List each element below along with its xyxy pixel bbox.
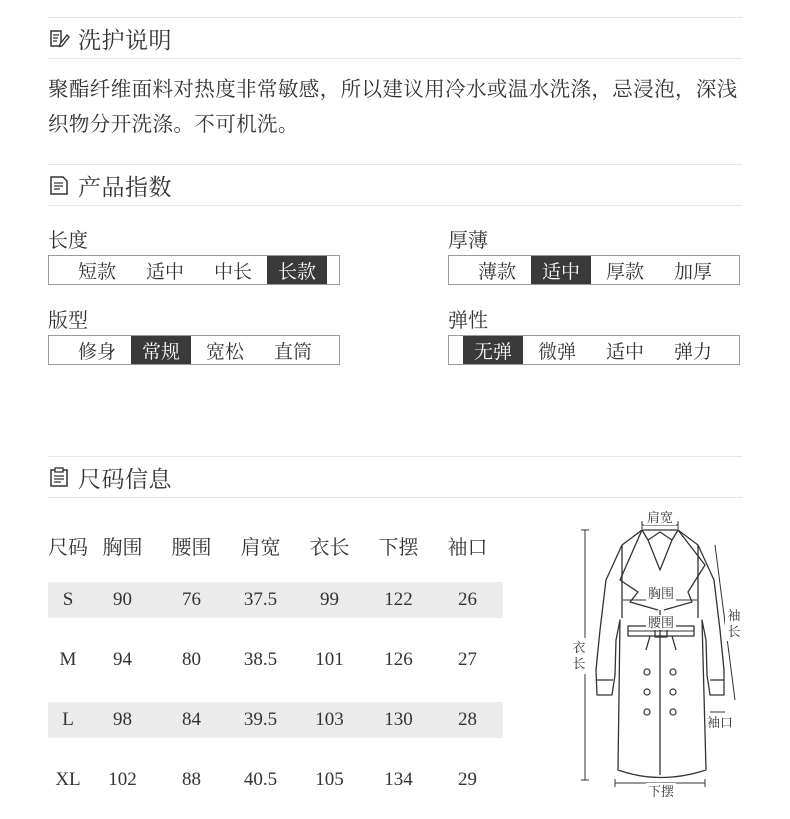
size-cell: L bbox=[62, 709, 74, 730]
coat-measurement-diagram bbox=[560, 500, 760, 810]
size-cell: 130 bbox=[384, 709, 413, 730]
length-label: 长度 bbox=[48, 228, 88, 252]
header-cell: 衣长 bbox=[309, 534, 350, 559]
length-option-selected: 长款 bbox=[267, 256, 327, 284]
header-cell: 袖口 bbox=[447, 534, 488, 559]
thickness-option-selected: 适中 bbox=[531, 256, 591, 284]
elasticity-option: 适中 bbox=[605, 340, 644, 363]
elasticity-option-selected: 无弹 bbox=[463, 336, 523, 364]
elasticity-label: 弹性 bbox=[448, 308, 488, 332]
garment-length-label: 长 bbox=[572, 657, 586, 672]
size-cell: 126 bbox=[384, 649, 413, 670]
clipboard-icon bbox=[48, 466, 70, 488]
shoulder-width-label: 肩宽 bbox=[646, 511, 674, 526]
size-cell: 40.5 bbox=[243, 769, 278, 790]
divider bbox=[48, 164, 742, 165]
header-cell: 尺码 bbox=[48, 534, 88, 559]
size-cell: 102 bbox=[108, 769, 137, 790]
size-cell: 90 bbox=[113, 589, 132, 610]
fit-option-selected: 常规 bbox=[131, 336, 191, 364]
size-cell: 80 bbox=[182, 649, 201, 670]
length-option: 短款 bbox=[77, 260, 116, 283]
elasticity-option: 弹力 bbox=[673, 340, 712, 363]
sleeve-length-label: 袖 bbox=[727, 609, 741, 624]
divider bbox=[48, 205, 742, 206]
pencil-note-icon bbox=[48, 27, 70, 49]
divider-top bbox=[48, 17, 742, 18]
size-cell: 28 bbox=[458, 709, 477, 730]
care-text bbox=[48, 72, 748, 142]
divider bbox=[48, 58, 742, 59]
size-cell: 134 bbox=[384, 769, 413, 790]
size-cell: 84 bbox=[182, 709, 201, 730]
thickness-option: 加厚 bbox=[673, 260, 712, 283]
elasticity-scale bbox=[448, 335, 740, 365]
index-section-title bbox=[48, 170, 172, 200]
thickness-option: 厚款 bbox=[605, 260, 644, 283]
thickness-scale bbox=[448, 255, 740, 285]
index-title: 产品指数 bbox=[78, 174, 172, 201]
divider bbox=[48, 497, 742, 498]
header-cell: 腰围 bbox=[171, 534, 212, 559]
size-title: 尺码信息 bbox=[78, 466, 172, 493]
table-row bbox=[48, 750, 503, 810]
document-icon bbox=[48, 174, 70, 196]
length-scale bbox=[48, 255, 340, 285]
size-cell: M bbox=[59, 649, 77, 670]
thickness-label: 厚薄 bbox=[448, 228, 488, 252]
care-line: 聚酯纤维面料对热度非常敏感，所以建议用冷水或温水洗涤，忌浸泡，深浅 bbox=[48, 77, 738, 101]
table-row bbox=[48, 630, 503, 690]
length-option: 适中 bbox=[145, 260, 184, 283]
hem-label: 下摆 bbox=[647, 785, 675, 800]
size-table bbox=[48, 520, 503, 810]
fit-option: 直筒 bbox=[273, 340, 312, 363]
care-title: 洗护说明 bbox=[78, 27, 172, 54]
size-cell: 27 bbox=[458, 649, 477, 670]
care-line: 织物分开洗涤。不可机洗。 bbox=[48, 112, 299, 136]
size-cell: 26 bbox=[458, 589, 477, 610]
size-cell: 99 bbox=[320, 589, 339, 610]
size-cell: 76 bbox=[182, 589, 201, 610]
divider bbox=[48, 456, 742, 457]
size-cell: 88 bbox=[182, 769, 201, 790]
size-cell: 101 bbox=[315, 649, 344, 670]
thickness-option: 薄款 bbox=[477, 260, 516, 283]
fit-option: 修身 bbox=[77, 340, 116, 363]
sleeve-length-label: 长 bbox=[727, 625, 741, 640]
header-cell: 下摆 bbox=[378, 534, 419, 559]
size-cell: 38.5 bbox=[243, 649, 278, 670]
garment-length-label: 衣 bbox=[572, 641, 586, 656]
size-cell: 29 bbox=[458, 769, 477, 790]
size-cell: 103 bbox=[315, 709, 344, 730]
size-cell: 122 bbox=[384, 589, 413, 610]
size-cell: XL bbox=[55, 769, 81, 790]
size-cell: S bbox=[62, 589, 74, 610]
size-cell: 37.5 bbox=[243, 589, 278, 610]
cuff-label: 袖口 bbox=[707, 716, 734, 731]
size-cell: 98 bbox=[113, 709, 132, 730]
table-row bbox=[48, 702, 503, 738]
chest-label: 胸围 bbox=[647, 587, 675, 602]
header-cell: 肩宽 bbox=[240, 534, 281, 559]
size-cell: 39.5 bbox=[243, 709, 278, 730]
elasticity-option: 微弹 bbox=[537, 340, 576, 363]
size-table-header bbox=[48, 520, 503, 570]
table-row bbox=[48, 582, 503, 618]
waist-label: 腰围 bbox=[647, 616, 675, 631]
length-option: 中长 bbox=[213, 260, 252, 283]
fit-scale bbox=[48, 335, 340, 365]
size-section-title bbox=[48, 462, 172, 492]
size-cell: 105 bbox=[315, 769, 344, 790]
care-section-title bbox=[48, 23, 172, 53]
fit-option: 宽松 bbox=[205, 340, 244, 363]
fit-label: 版型 bbox=[48, 308, 88, 332]
size-cell: 94 bbox=[113, 649, 132, 670]
header-cell: 胸围 bbox=[102, 534, 143, 559]
